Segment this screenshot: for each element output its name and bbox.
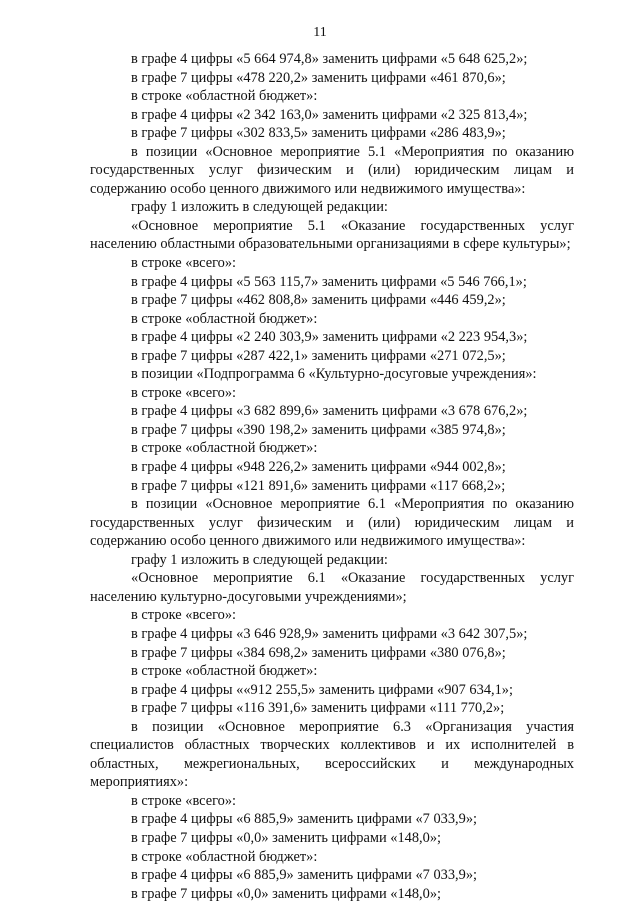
paragraph: в графе 4 цифры «2 240 303,9» заменить цифрами «2 223 954,3»;	[131, 329, 528, 346]
document-body	[90, 50, 574, 903]
paragraph: в строке «областной бюджет»:	[131, 663, 318, 680]
page-number: 11	[313, 25, 327, 40]
paragraph: в графе 7 цифры «302 833,5» заменить цифрами «286 483,9»;	[131, 125, 506, 142]
paragraph: «Основное мероприятие 6.1 «Оказание государственных услуг населению культурно-досуговыми учреждениями»;	[90, 570, 574, 605]
paragraph: в графе 7 цифры «121 891,6» заменить цифрами «117 668,2»;	[131, 477, 506, 494]
paragraph: в графе 7 цифры «390 198,2» заменить цифрами «385 974,8»;	[131, 421, 506, 438]
paragraph: в графе 7 цифры «0,0» заменить цифрами «148,0»;	[131, 885, 442, 902]
paragraph: в графе 7 цифры «0,0» заменить цифрами «148,0»;	[131, 829, 442, 846]
paragraph: в строке «всего»:	[131, 607, 237, 624]
paragraph: в графе 4 цифры «6 885,9» заменить цифрами «7 033,9»;	[131, 811, 478, 828]
paragraph: в строке «областной бюджет»:	[131, 440, 318, 457]
paragraph: в графе 4 цифры «3 646 928,9» заменить цифрами «3 642 307,5»;	[131, 625, 528, 642]
paragraph: в графе 4 цифры «3 682 899,6» заменить цифрами «3 678 676,2»;	[131, 403, 528, 420]
paragraph: в графе 7 цифры «116 391,6» заменить цифрами «111 770,2»;	[131, 700, 505, 717]
paragraph: в строке «областной бюджет»:	[131, 310, 318, 327]
paragraph: в графе 4 цифры «948 226,2» заменить цифрами «944 002,8»;	[131, 459, 506, 476]
paragraph: в графе 4 цифры «5 563 115,7» заменить цифрами «5 546 766,1»;	[131, 273, 527, 290]
paragraph: в графе 7 цифры «287 422,1» заменить цифрами «271 072,5»;	[131, 347, 506, 364]
paragraph: в строке «областной бюджет»:	[131, 848, 318, 865]
paragraph: в позиции «Основное мероприятие 6.3 «Организация участия специалистов областных творческих коллективов и их исполнителей в областных, межрегиональных, всероссийских и международных мероприятиях»:	[90, 718, 574, 791]
paragraph: в строке «областной бюджет»:	[131, 88, 318, 105]
paragraph: в графе 7 цифры «478 220,2» заменить цифрами «461 870,6»;	[131, 69, 506, 86]
paragraph: графу 1 изложить в следующей редакции:	[131, 199, 388, 216]
paragraph: в позиции «Подпрограмма 6 «Культурно-досуговые учреждения»:	[131, 366, 537, 383]
paragraph: в графе 4 цифры «6 885,9» заменить цифрами «7 033,9»;	[131, 867, 478, 884]
paragraph: в позиции «Основное мероприятие 6.1 «Мероприятия по оказанию государственных услуг физическим и (или) юридическим лицам и содержанию особо ценного движимого или недвижимого имущества»:	[90, 496, 574, 550]
paragraph: в позиции «Основное мероприятие 5.1 «Мероприятия по оказанию государственных услуг физическим и (или) юридическим лицам и содержанию особо ценного движимого или недвижимого имущества»:	[90, 143, 574, 197]
paragraph: в графе 4 цифры «5 664 974,8» заменить цифрами «5 648 625,2»;	[131, 51, 528, 67]
paragraph: «Основное мероприятие 5.1 «Оказание государственных услуг населению областными образовательными организациями в сфере культуры»;	[90, 217, 574, 253]
paragraph: графу 1 изложить в следующей редакции:	[131, 551, 388, 568]
paragraph: в графе 4 цифры «2 342 163,0» заменить цифрами «2 325 813,4»;	[131, 106, 528, 123]
paragraph: в строке «всего»:	[131, 255, 237, 272]
paragraph: в графе 7 цифры «384 698,2» заменить цифрами «380 076,8»;	[131, 644, 506, 661]
paragraph: в строке «всего»:	[131, 384, 237, 401]
paragraph: в строке «всего»:	[131, 792, 237, 809]
paragraph: в графе 4 цифры ««912 255,5» заменить цифрами «907 634,1»;	[131, 681, 513, 698]
paragraph: в графе 7 цифры «462 808,8» заменить цифрами «446 459,2»;	[131, 292, 506, 309]
